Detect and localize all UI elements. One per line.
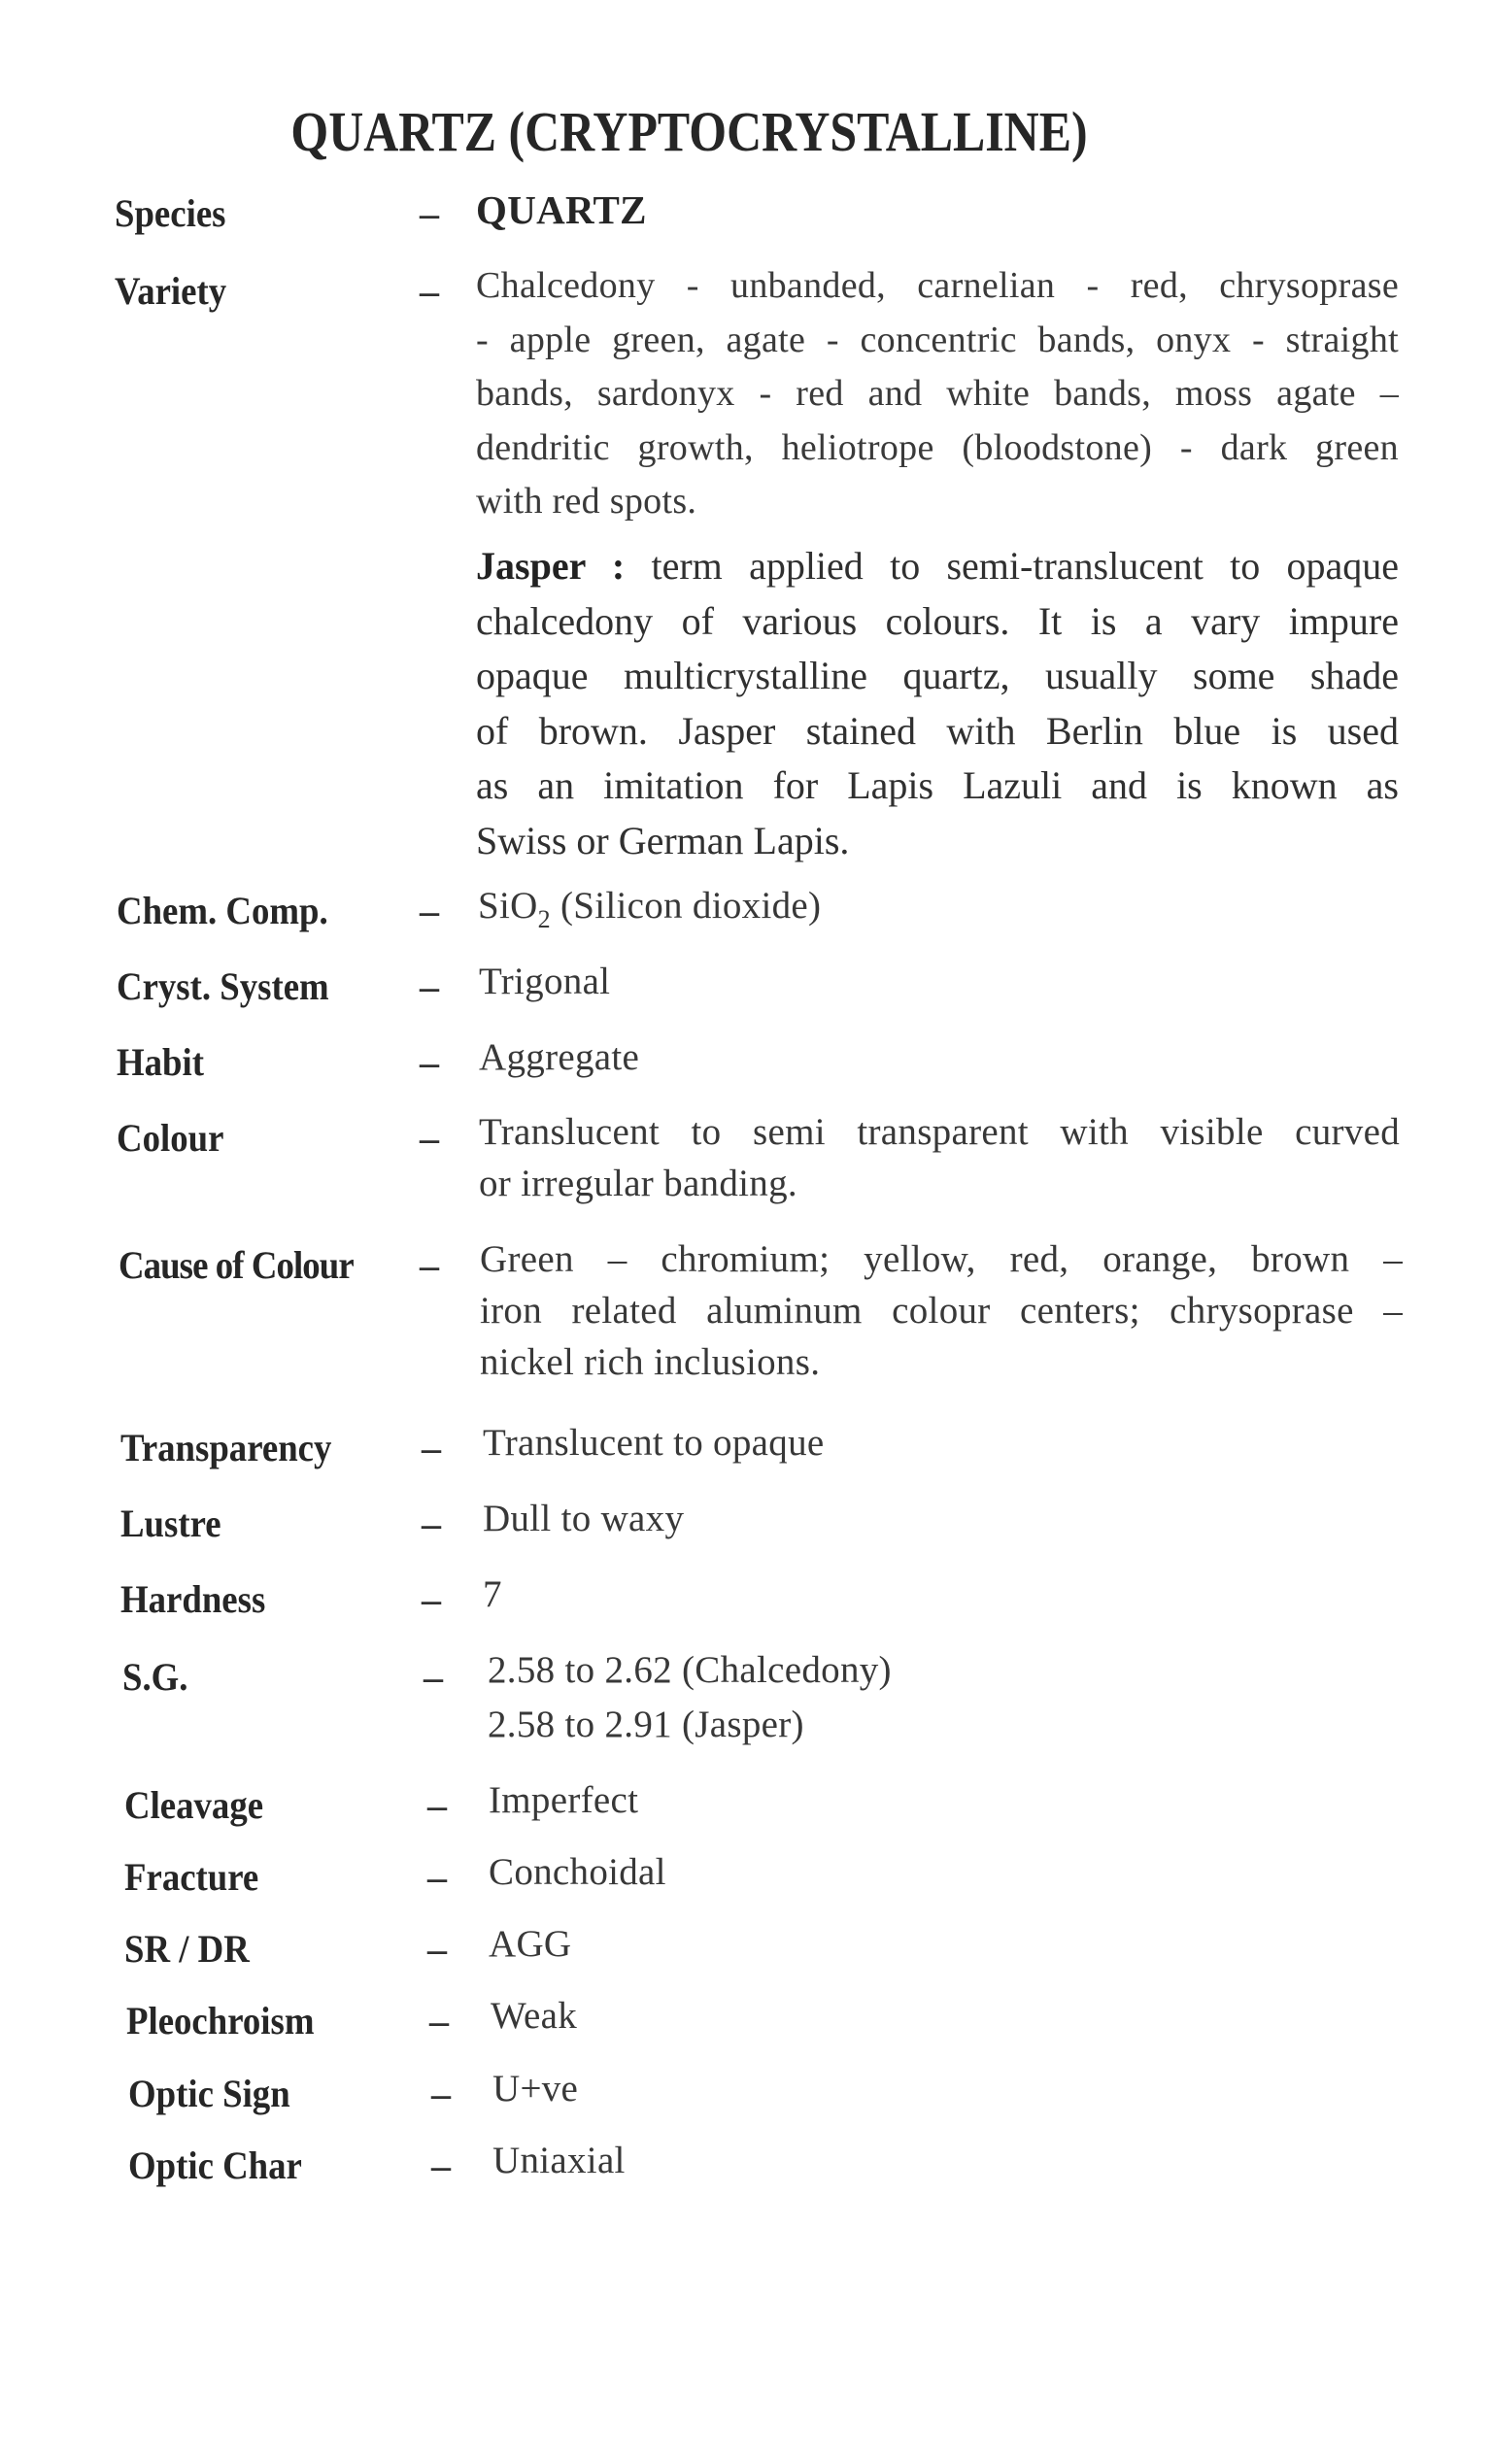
cryst-system-value: Trigonal	[479, 961, 611, 1002]
separator-dash: –	[427, 1783, 447, 1827]
separator-dash: –	[422, 1577, 441, 1621]
separator-dash: –	[431, 2072, 451, 2115]
page-title: QUARTZ (CRYPTOCRYSTALLINE)	[290, 100, 1088, 163]
separator-dash: –	[422, 1426, 441, 1469]
cause-line: nickel rich inclusions.	[480, 1341, 821, 1383]
jasper-line: Swiss or German Lapis.	[476, 818, 850, 862]
sg-line: 2.58 to 2.62 (Chalcedony)	[488, 1649, 892, 1691]
optic-sign-label: Optic Sign	[128, 2072, 290, 2115]
jasper-term: Jasper :	[476, 544, 626, 588]
sr-dr-label: SR / DR	[124, 1927, 250, 1971]
cryst-system-label: Cryst. System	[117, 964, 329, 1008]
optic-sign-value: U+ve	[492, 2068, 579, 2110]
separator-dash: –	[431, 2143, 451, 2187]
variety-line: - apple green, agate - concentric bands, onyx - straight	[476, 319, 1399, 360]
chem-comp-value	[478, 879, 821, 934]
separator-dash: –	[420, 1040, 439, 1084]
jasper-line: as an imitation for Lapis Lazuli and is known as	[476, 763, 1399, 807]
cause-line: Green – chromium; yellow, red, orange, brown –	[480, 1238, 1403, 1280]
separator-dash: –	[424, 1655, 443, 1699]
cleavage-label: Cleavage	[124, 1783, 264, 1827]
chem-comp-label: Chem. Comp.	[117, 889, 328, 932]
cleavage-value: Imperfect	[489, 1779, 639, 1821]
jasper-line	[476, 539, 1399, 594]
habit-label: Habit	[117, 1040, 204, 1084]
colour-line: or irregular banding.	[479, 1163, 797, 1204]
formula-base: SiO	[478, 885, 538, 927]
separator-dash: –	[420, 269, 439, 313]
separator-dash: –	[427, 1927, 447, 1971]
hardness-label: Hardness	[120, 1577, 266, 1621]
separator-dash: –	[429, 1999, 449, 2042]
habit-value: Aggregate	[479, 1036, 640, 1078]
cause-of-colour-value	[480, 1233, 1403, 1388]
jasper-paragraph	[476, 539, 1399, 868]
formula-subscript: 2	[537, 905, 551, 933]
species-label: Species	[115, 191, 226, 235]
cause-line: iron related aluminum colour centers; chrysoprase –	[480, 1290, 1403, 1332]
optic-char-value: Uniaxial	[492, 2140, 626, 2181]
separator-dash: –	[420, 1243, 439, 1287]
variety-value	[476, 259, 1399, 529]
colour-label: Colour	[117, 1116, 224, 1160]
separator-dash: –	[420, 889, 439, 932]
separator-dash: –	[422, 1502, 441, 1545]
lustre-label: Lustre	[120, 1502, 221, 1545]
variety-line: dendritic growth, heliotrope (bloodstone) - dark green	[476, 426, 1399, 468]
colour-value	[479, 1106, 1400, 1209]
pleochroism-label: Pleochroism	[126, 1999, 315, 2042]
separator-dash: –	[420, 964, 439, 1008]
sg-label: S.G.	[122, 1655, 188, 1699]
sr-dr-value: AGG	[489, 1923, 572, 1965]
pleochroism-value: Weak	[491, 1995, 578, 2037]
transparency-label: Transparency	[120, 1426, 332, 1469]
jasper-line: chalcedony of various colours. It is a vary impure	[476, 598, 1399, 643]
variety-line: bands, sardonyx - red and white bands, moss agate –	[476, 373, 1399, 414]
separator-dash: –	[420, 191, 439, 235]
variety-line: with red spots.	[476, 481, 697, 522]
species-value: QUARTZ	[476, 187, 647, 232]
hardness-value: 7	[483, 1573, 502, 1615]
sg-value	[488, 1643, 892, 1752]
jasper-line: of brown. Jasper stained with Berlin blue is used	[476, 708, 1399, 753]
jasper-line-text: term applied to semi-translucent to opaque	[651, 544, 1400, 588]
cause-of-colour-label: Cause of Colour	[119, 1243, 354, 1287]
transparency-value: Translucent to opaque	[483, 1422, 825, 1464]
variety-line: Chalcedony - unbanded, carnelian - red, chrysoprase	[476, 265, 1399, 306]
separator-dash: –	[427, 1855, 447, 1899]
lustre-value: Dull to waxy	[483, 1498, 685, 1539]
fracture-label: Fracture	[124, 1855, 259, 1899]
sg-line: 2.58 to 2.91 (Jasper)	[488, 1704, 804, 1745]
fracture-value: Conchoidal	[489, 1851, 666, 1893]
variety-label: Variety	[115, 269, 227, 313]
separator-dash: –	[420, 1116, 439, 1160]
jasper-line: opaque multicrystalline quartz, usually some shade	[476, 654, 1399, 697]
optic-char-label: Optic Char	[128, 2143, 302, 2187]
colour-line: Translucent to semi transparent with visible curved	[479, 1111, 1400, 1153]
formula-name: (Silicon dioxide)	[560, 885, 822, 927]
